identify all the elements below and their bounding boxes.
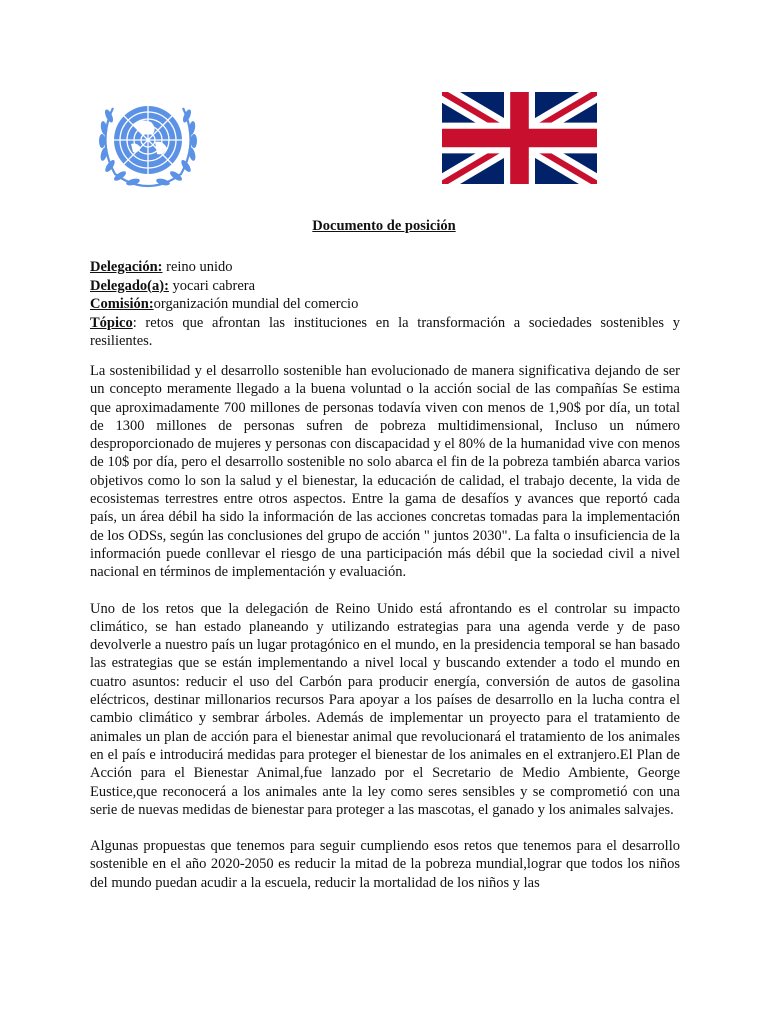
- delegation-row: [90, 258, 680, 277]
- uk-flag-icon: [442, 92, 597, 184]
- topic-row: [90, 314, 680, 351]
- commission-label: Comisión:: [90, 296, 154, 312]
- document-body: [90, 362, 680, 910]
- delegation-info: [90, 258, 680, 351]
- delegate-row: [90, 277, 680, 296]
- topic-value: : retos que afrontan las instituciones en la transformación a sociedades sostenibles y resilientes.: [90, 314, 680, 349]
- paragraph-1: La sostenibilidad y el desarrollo sostenible han evolucionado de manera significativa dejando de ser un concepto meramente llegado a la buena voluntad o la acción social de las compañías Se estima que aproximadamente 700 millones de personas todavía viven con menos de 1,90$ por día, un total de 1300 millones de personas sufren de pobreza multidimensional, Incluso un número desproporcionado de mujeres y personas con discapacidad y el 80% de la humanidad vive con menos de 10$ por día, pero el desarrollo sostenible no solo abarca el fin de la pobreza también abarca varios objetivos como lo son la salud y el bienestar, la educación de calidad, el trabajo decente, la vida de ecosistemas terrestres entre otros aspectos. Entre la gama de desafíos y avances que reportó cada país, un área débil ha sido la información de las acciones concretas tomadas para la implementación de los ODSs, según las conclusiones del grupo de acción " juntos 2030". La falta o insuficiencia de la información puede conllevar el riesgo de una participación más débil que la sociedad civil a nivel nacional en términos de implementación y evaluación.: [90, 363, 680, 581]
- commission-value: organización mundial del comercio: [153, 296, 359, 312]
- delegation-value: reino unido: [162, 259, 233, 275]
- paragraph-3: Algunas propuestas que tenemos para seguir cumpliendo esos retos que tenemos para el desarrollo sostenible en el año 2020-2050 es reducir la mitad de la pobreza mundial,lograr que todos los niños del mundo puedan acudir a la escuela, reducir la mortalidad de los niños y las: [90, 838, 680, 891]
- commission-row: [90, 295, 680, 314]
- paragraph-2: Uno de los retos que la delegación de Reino Unido está afrontando es el controlar su impacto climático, se han estado planeando y utilizando estrategias para una agenda verde y de paso devolverle a nuestro país un lugar protagónico en el mundo, en la presidencia temporal se han basado las estrategias que se están implementando a nivel local y buscando extender a todo el mundo en cuatro asuntos: reducir el uso del Carbón para producir energía, conversión de autos de gasolina eléctricos, destinar millonarios recursos Para apoyar a los países de desarrollo en la lucha contra el cambio climático y sembrar árboles. Además de implementar un proyecto para el tratamiento de animales un plan de acción para el bienestar animal que revolucionará el tratamiento de los animales en el país e introducirá medidas para proteger el bienestar de los animales en el extranjero.El Plan de Acción para el Bienestar Animal,fue lanzado por el Secretario de Medio Ambiente, George Eustice,que reconocerá a los animales ante la ley como seres sensibles y se comprometió con una serie de nuevas medidas de bienestar para proteger a las mascotas, el ganado y los animales salvajes.: [90, 600, 680, 818]
- topic-label: Tópico: [90, 314, 133, 331]
- delegation-label: Delegación:: [90, 259, 163, 275]
- document-title: Documento de posición: [312, 218, 456, 234]
- un-emblem-icon: [93, 94, 203, 190]
- delegate-label: Delegado(a):: [90, 277, 169, 294]
- delegate-value: yocari cabrera: [168, 277, 256, 294]
